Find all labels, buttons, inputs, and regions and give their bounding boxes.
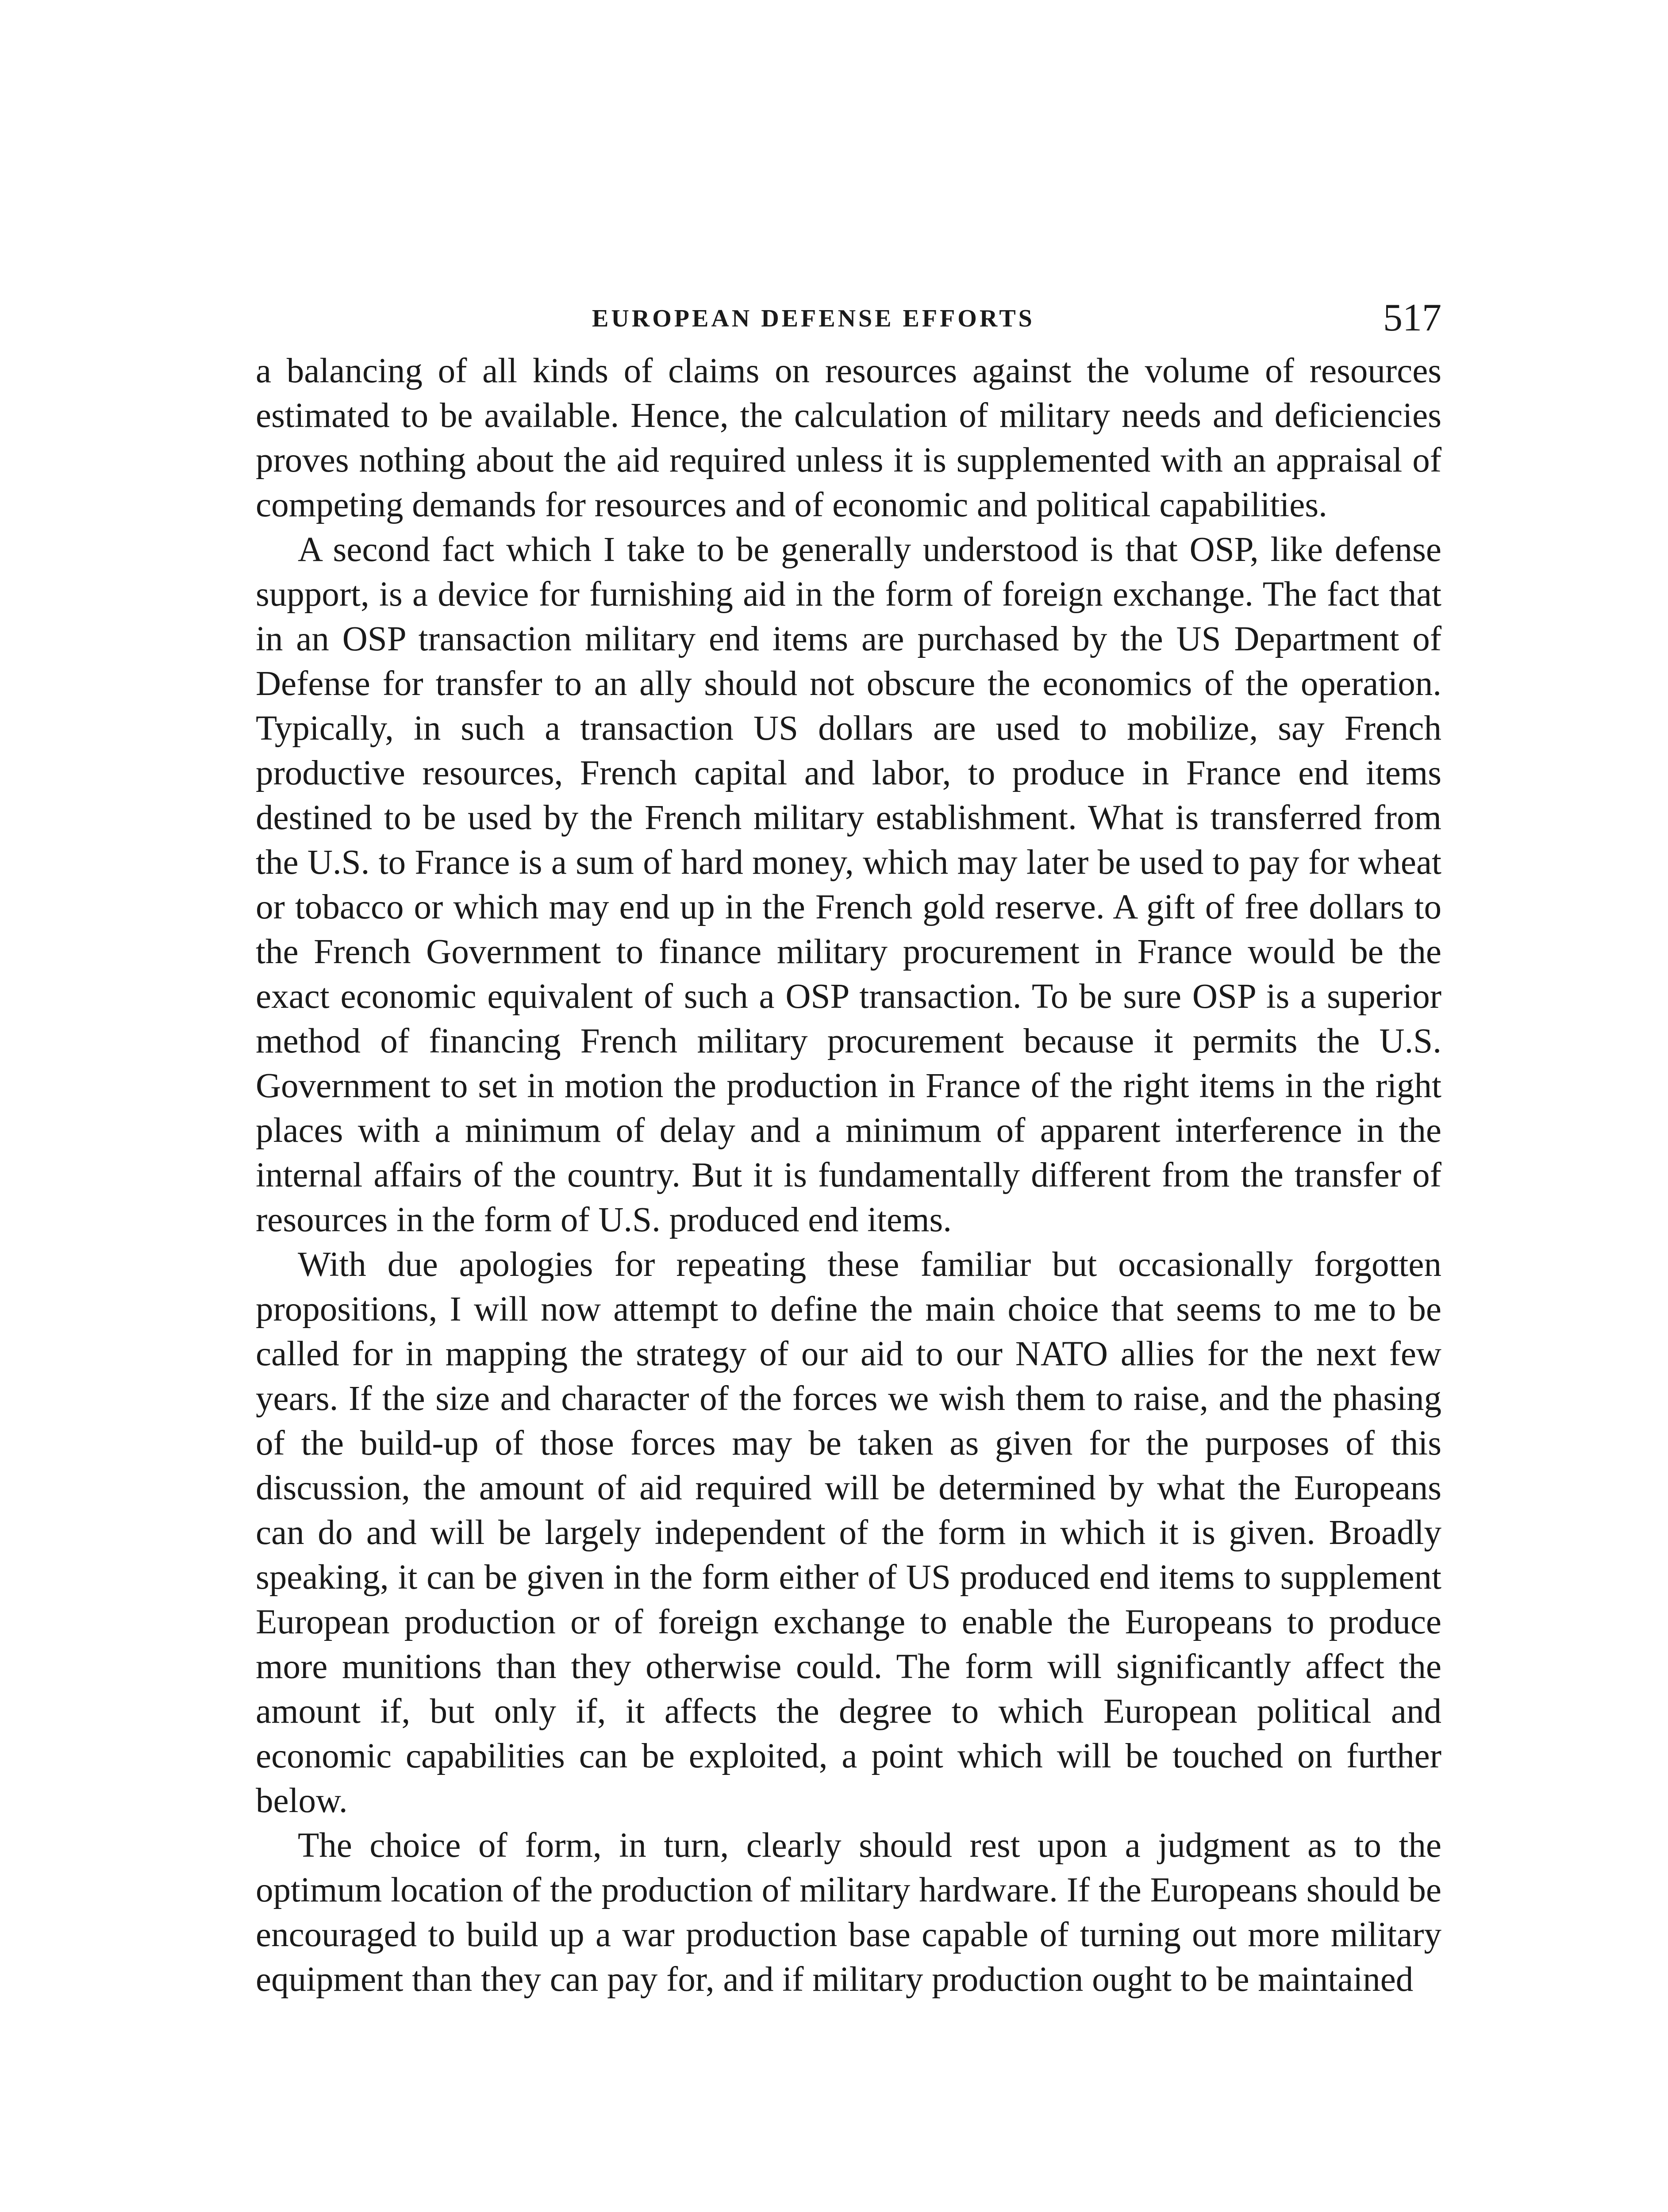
page-number: 517	[1383, 296, 1441, 339]
running-title: EUROPEAN DEFENSE EFFORTS	[592, 305, 1035, 332]
document-page	[256, 296, 1441, 2002]
paragraph-1: a balancing of all kinds of claims on resources against the volume of resources estimated to be available. Hence, the calculation of military needs and deficiencies proves nothing about the aid required unless it is supplemented with an appraisal of competing demands for resources and of economic and political capabilities.	[256, 352, 1441, 524]
paragraph-4: The choice of form, in turn, clearly should rest upon a judgment as to the optimum location of the production of military hardware. If the Europeans should be encouraged to build up a war production base capable of turning out more military equipment than they can pay for, and if military production ought to be maintained	[256, 1826, 1441, 1999]
paragraph-3: With due apologies for repeating these familiar but occasionally forgotten propositions, I will now attempt to define the main choice that seems to me to be called for in mapping the strategy of our aid to our NATO allies for the next few years. If the size and character of the forces we wish them to raise, and the phasing of the build-up of those forces may be taken as given for the purposes of this discussion, the amount of aid required will be determined by what the Europeans can do and will be largely independent of the form in which it is given. Broadly speaking, it can be given in the form either of US produced end items to supplement European production or of foreign exchange to enable the Europeans to produce more munitions than they otherwise could. The form will significantly affect the amount if, but only if, it affects the degree to which European political and economic capabilities can be exploited, a point which will be touched on further below.	[256, 1245, 1441, 1820]
paragraph-2: A second fact which I take to be generally understood is that OSP, like defense support, is a device for furnishing aid in the form of foreign exchange. The fact that in an OSP transaction military end items are purchased by the US Department of Defense for transfer to an ally should not obscure the economics of the operation. Typically, in such a transaction US dollars are used to mobilize, say French productive resources, French capital and labor, to produce in France end items destined to be used by the French military establishment. What is transferred from the U.S. to France is a sum of hard money, which may later be used to pay for wheat or tobacco or which may end up in the French gold reserve. A gift of free dollars to the French Government to finance military procurement in France would be the exact economic equivalent of such a OSP transaction. To be sure OSP is a superior method of financing French military procurement because it permits the U.S. Government to set in motion the production in France of the right items in the right places with a minimum of delay and a minimum of apparent interference in the internal affairs of the country. But it is fundamentally different from the transfer of resources in the form of U.S. produced end items.	[256, 530, 1441, 1239]
running-header	[256, 296, 1441, 349]
